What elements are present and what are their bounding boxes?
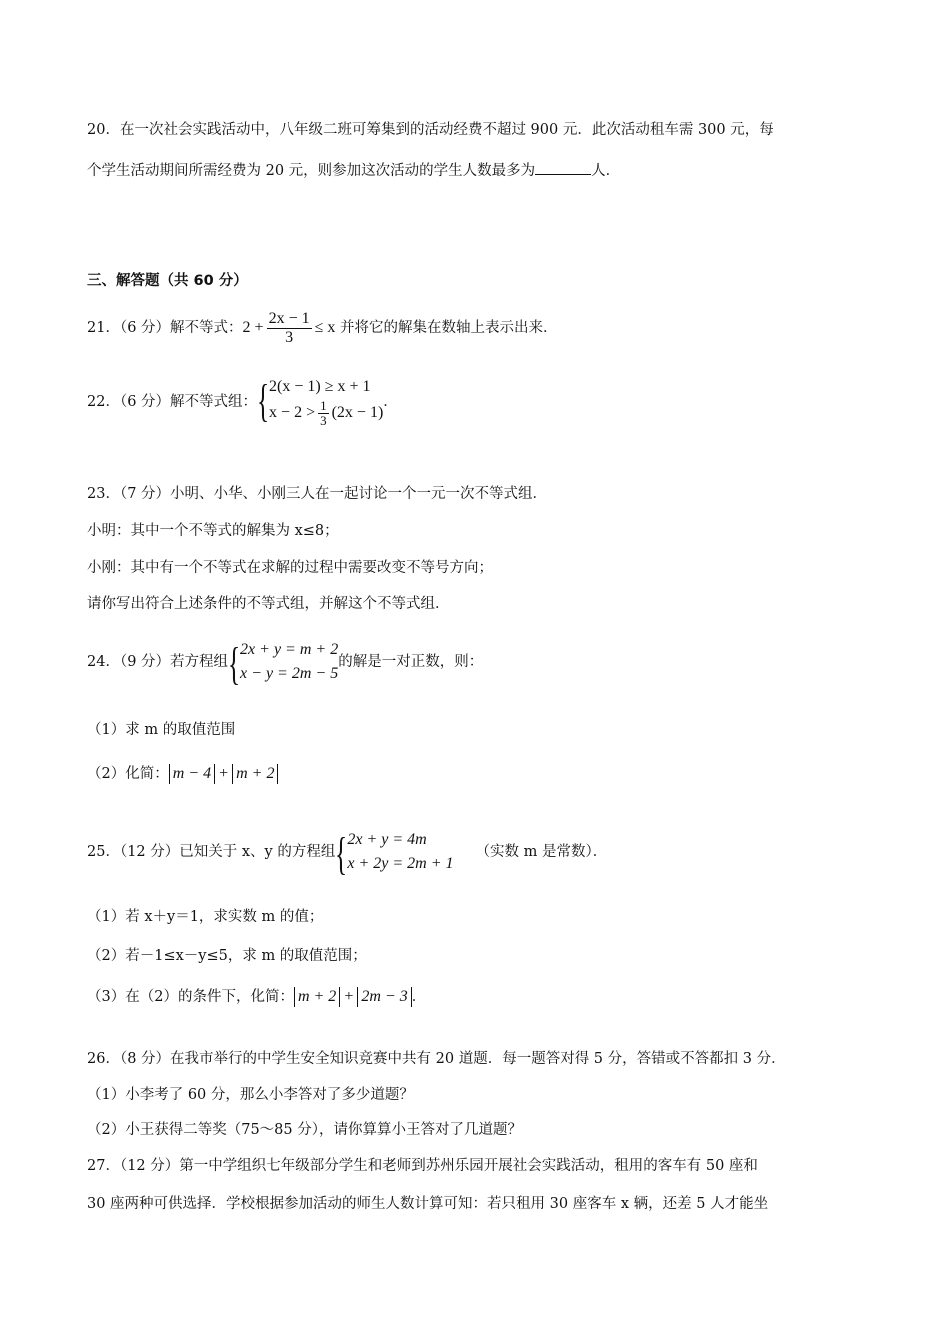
q24-row1: 2x + y = m + 2 (240, 641, 339, 658)
q24-system (228, 638, 339, 689)
q22-row2 (269, 399, 383, 428)
q24-abs1: m − 4 (169, 764, 215, 784)
q20-line1: 20．在一次社会实践活动中，八年级二班可筹集到的活动经费不超过 900 元．此次活动租车需 300 元，每 (87, 122, 774, 138)
q21-frac-den: 3 (285, 328, 294, 346)
q20-line2 (87, 160, 620, 181)
q27-line2: 30 座两种可供选择．学校根据参加活动的师生人数计算可知：若只租用 30 座客车 x 辆，还差 5 人才能坐 (87, 1196, 769, 1212)
q21-fraction (267, 310, 312, 347)
q25-part3-prefix: （3）在（2）的条件下，化简： (87, 989, 294, 1005)
q21-prefix: 21．（6 分）解不等式： (87, 320, 243, 336)
section-title: 三、解答题（共 60 分） (87, 273, 248, 289)
q22-row1: 2(x − 1) ≥ x + 1 (269, 378, 371, 395)
q25-system (335, 828, 454, 879)
q20-line2-end: 人． (591, 163, 621, 179)
q23-line1: 23．（7 分）小明、小华、小刚三人在一起讨论一个一元一次不等式组． (87, 486, 548, 502)
q21 (87, 308, 558, 348)
q22-prefix: 22．（6 分）解不等式组： (87, 393, 258, 410)
q22-row2-left: x − 2 > (269, 404, 316, 422)
q26-part2: （2）小王获得二等奖（75～85 分），请你算算小王答对了几道题？ (87, 1122, 522, 1138)
q24-part1: （1）求 m 的取值范围 (87, 722, 236, 738)
q23-line4: 请你写出符合上述条件的不等式组，并解这个不等式组． (87, 596, 450, 612)
q25-part3 (87, 987, 426, 1007)
q22-frac-den: 3 (320, 413, 327, 428)
q25-prefix: 25．（12 分）已知关于 x、y 的方程组 (87, 844, 336, 860)
q24-part2 (87, 764, 278, 784)
q23-line2: 小明：其中一个不等式的解集为 x≤8； (87, 523, 339, 539)
q21-expr-left: 2 + (242, 319, 264, 336)
q24-suffix: 的解是一对正数，则： (338, 654, 484, 670)
q25-plus: + (340, 988, 358, 1005)
q20-line2-text: 个学生活动期间所需经费为 20 元，则参加这次活动的学生人数最多为 (87, 163, 536, 179)
q24-row2: x − y = 2m − 5 (240, 665, 339, 682)
q22-frac-num: 1 (320, 398, 327, 413)
q21-frac-num: 2x − 1 (268, 309, 310, 327)
q24-part2-prefix: （2）化简： (87, 766, 169, 782)
left-brace: { (335, 828, 348, 879)
left-brace: { (228, 638, 241, 689)
q25-abs2: 2m − 3 (357, 987, 411, 1007)
q25-part2: （2）若－1≤x－y≤5，求 m 的取值范围； (87, 948, 367, 964)
q22 (87, 375, 398, 428)
q27-line1: 27．（12 分）第一中学组织七年级部分学生和老师到苏州乐园开展社会实践活动，租用的客车有 50 座和 (87, 1158, 758, 1174)
q26-part1: （1）小李考了 60 分，那么小李答对了多少道题？ (87, 1087, 414, 1103)
q22-suffix: ． (383, 393, 398, 410)
q25-part3-suffix: ． (411, 989, 427, 1005)
q25-row2: x + 2y = 2m + 1 (347, 855, 454, 872)
q25-part1: （1）若 x＋y＝1，求实数 m 的值； (87, 909, 324, 925)
q25-suffix: （实数 m 是常数）． (475, 844, 608, 860)
q24 (87, 638, 484, 689)
q25-abs1: m + 2 (294, 987, 340, 1007)
q26-line1: 26．（8 分）在我市举行的中学生安全知识竞赛中共有 20 道题．每一题答对得 5 分，答错或不答都扣 3 分． (87, 1051, 786, 1067)
q22-system (257, 375, 383, 428)
q23-line3: 小刚：其中有一个不等式在求解的过程中需要改变不等号方向； (87, 560, 493, 576)
answer-blank (535, 160, 591, 175)
q25 (87, 828, 608, 879)
q21-suffix: 并将它的解集在数轴上表示出来． (335, 320, 558, 336)
q24-abs2: m + 2 (232, 764, 278, 784)
q24-plus: + (215, 765, 233, 782)
left-brace: { (257, 375, 270, 426)
q22-row2-right: (2x − 1) (331, 404, 384, 422)
q24-prefix: 24．（9 分）若方程组 (87, 654, 229, 670)
q25-row1: 2x + y = 4m (347, 831, 427, 848)
q22-fraction (318, 399, 329, 428)
q21-expr-right: ≤ x (314, 319, 336, 336)
